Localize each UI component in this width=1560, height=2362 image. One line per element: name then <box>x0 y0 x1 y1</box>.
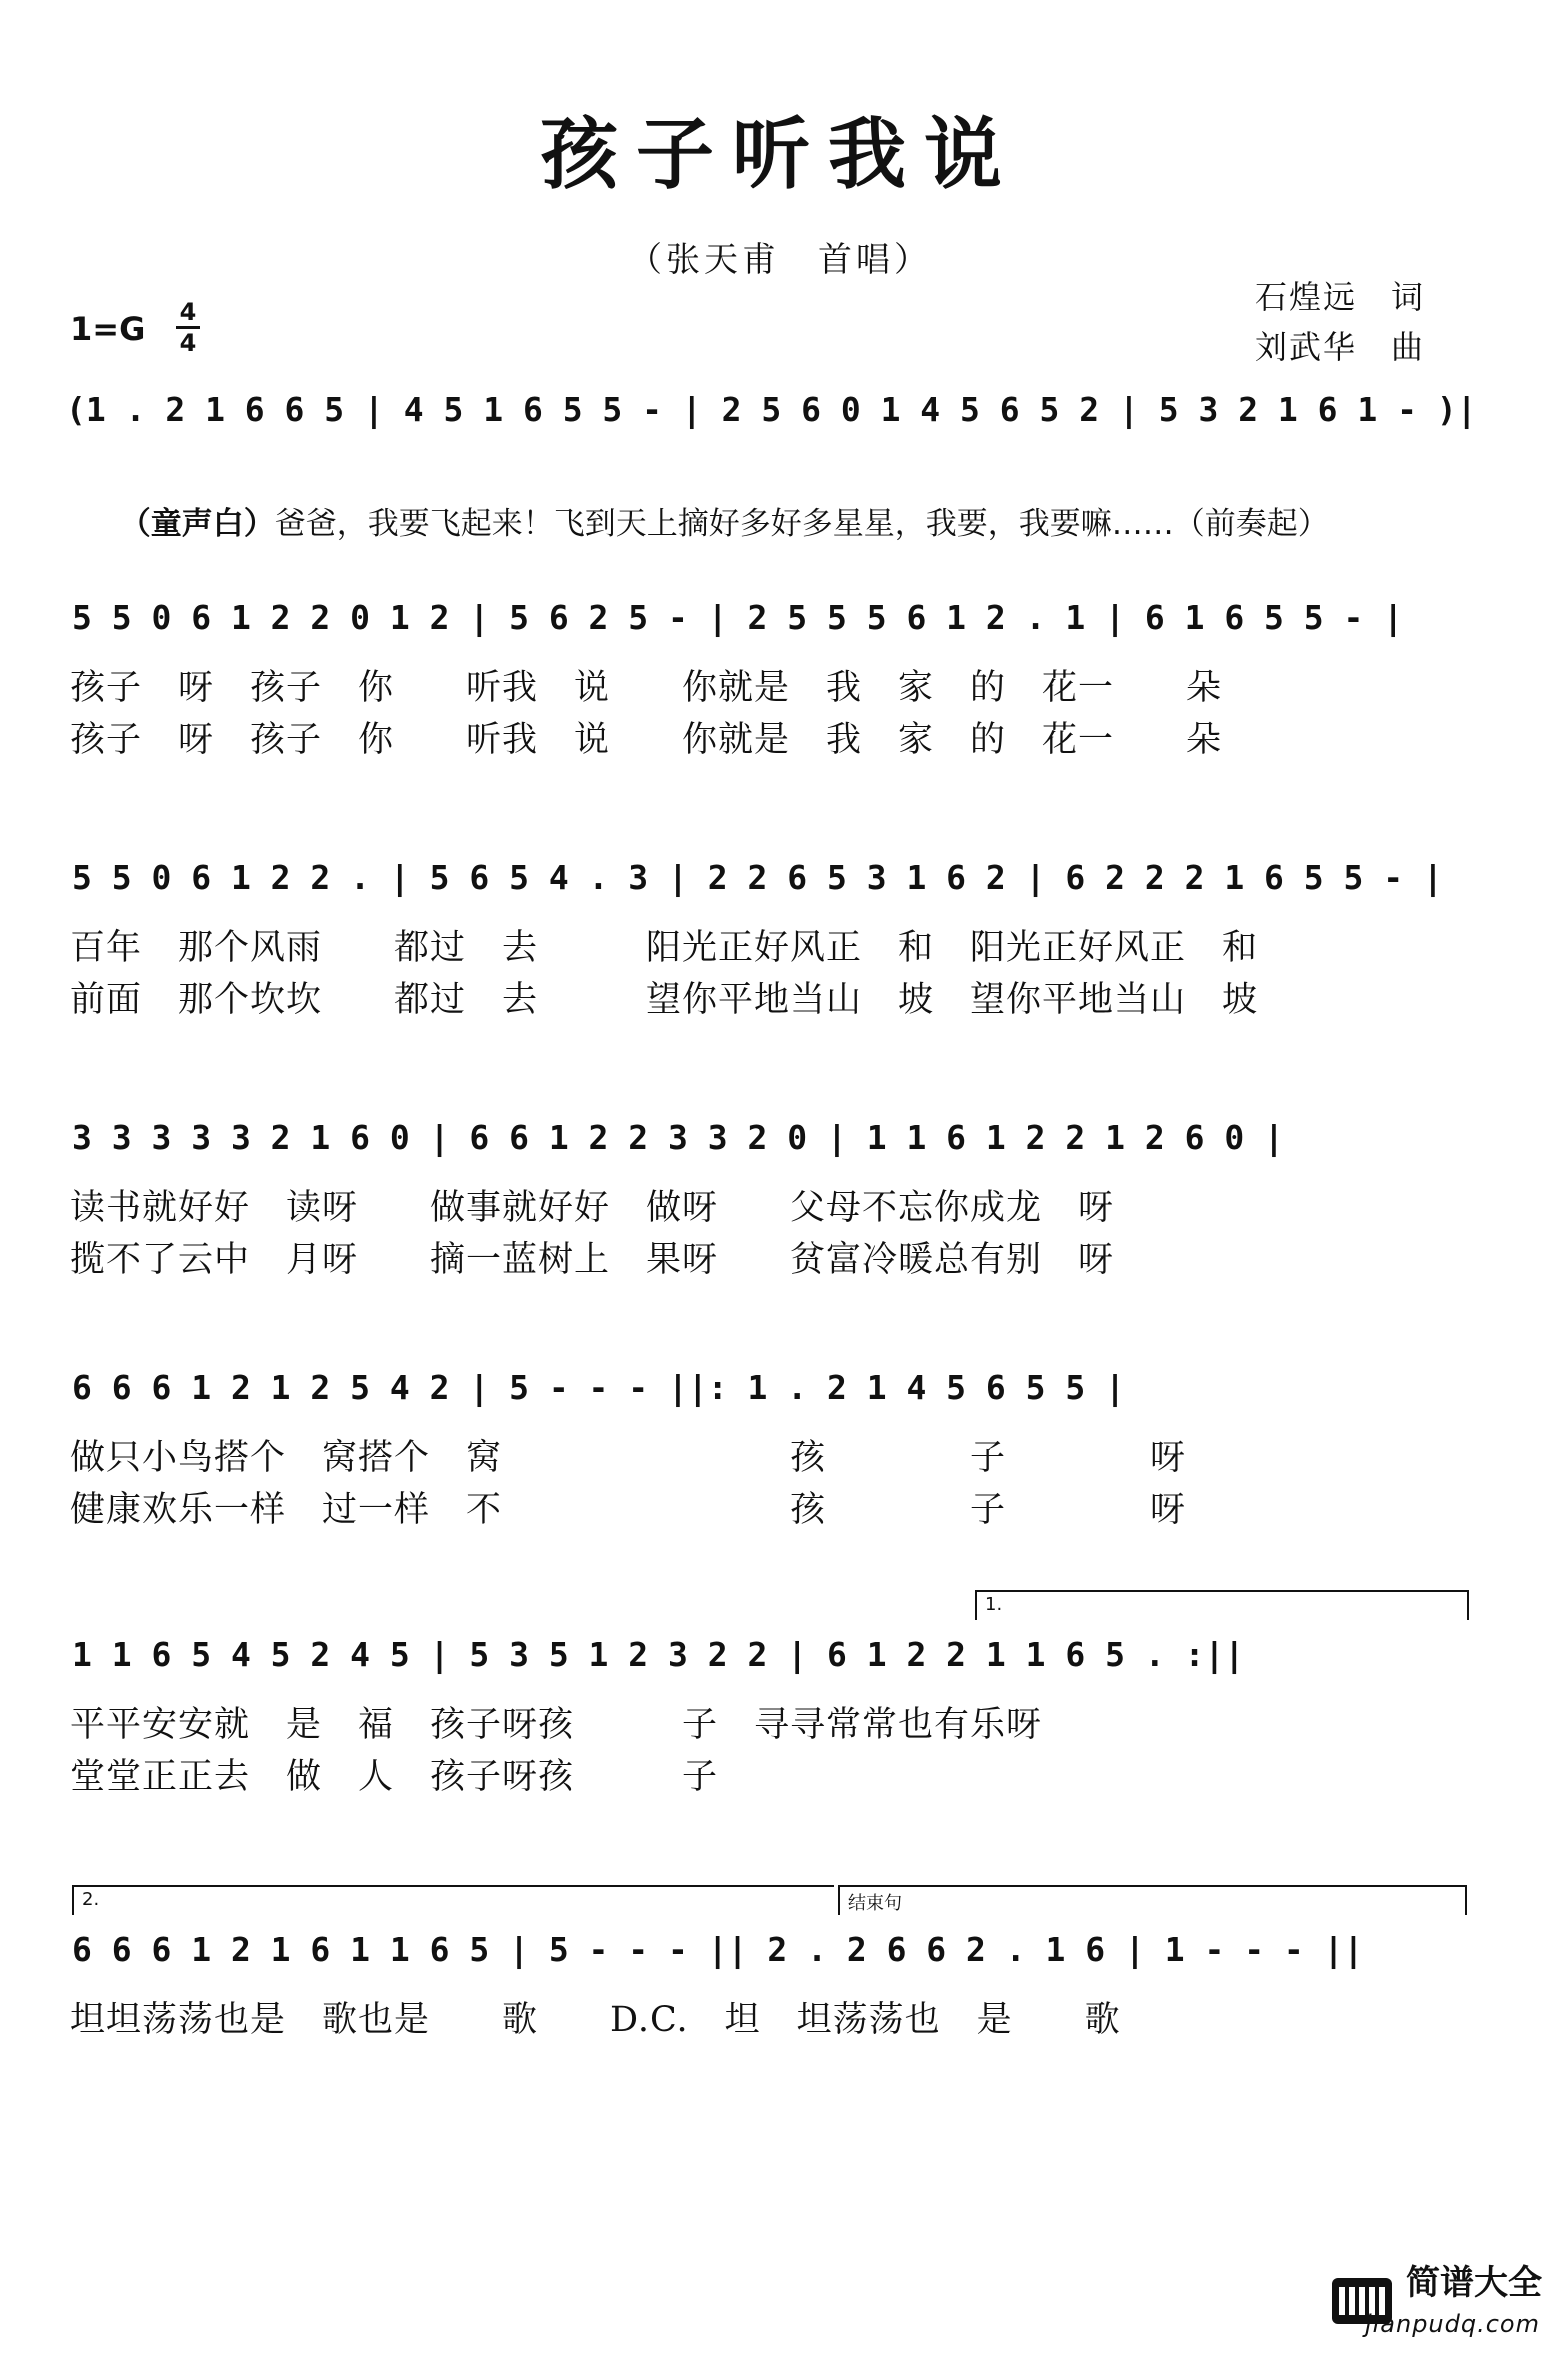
system-4-notes: 3 3 3 3 3 2 1 6 0 | 6 6 1 2 2 3 3 2 0 | 1 1 6 1 2 2 1 2 6 0 | <box>72 1118 1284 1157</box>
time-signature-top: 4 <box>179 298 197 326</box>
song-title: 孩子听我说 <box>539 110 1020 200</box>
key-signature: 1=G <box>70 310 146 348</box>
watermark-url: jianpudq.com <box>1364 2310 1540 2338</box>
system-6-lyrics-verse-1: 平平安安就 是 福 孩子呀孩 子 寻寻常常也有乐呀 <box>70 1705 1043 1745</box>
composer-credit: 刘武华 曲 <box>1255 328 1426 366</box>
spoken-intro-text: 爸爸，我要飞起来！飞到天上摘好多好多星星，我要，我要嘛……（前奏起） <box>274 506 1329 542</box>
watermark-title: 简谱大全 <box>1406 2263 1542 2303</box>
system-5-lyrics-verse-1: 做只小鸟搭个 窝搭个 窝 孩 子 呀 <box>70 1438 1187 1478</box>
time-signature-bottom: 4 <box>179 329 197 357</box>
system-5-lyrics-verse-2: 健康欢乐一样 过一样 不 孩 子 呀 <box>70 1490 1187 1530</box>
ending-phrase-label: 结束句 <box>848 1893 902 1914</box>
system-1-notes: (1 . 2 1 6 6 5 | 4 5 1 6 5 5 - | 2 5 6 0 1 4 5 6 5 2 | 5 3 2 1 6 1 - )| <box>66 390 1477 429</box>
system-2-lyrics-verse-1: 孩子 呀 孩子 你 听我 说 你就是 我 家 的 花一 朵 <box>70 668 1223 708</box>
spoken-intro-label: （童声白） <box>119 506 275 542</box>
song-subtitle: （张天甫 首唱） <box>628 240 932 280</box>
volta-first-ending <box>975 1590 1469 1620</box>
system-5-notes: 6 6 6 1 2 1 2 5 4 2 | 5 - - - ||: 1 . 2 1 4 5 6 5 5 | <box>72 1368 1125 1407</box>
system-6-lyrics-verse-2: 堂堂正正去 做 人 孩子呀孩 子 <box>70 1757 719 1797</box>
system-7-lyrics-verse-1: 坦坦荡荡也是 歌也是 歌 D.C. 坦 坦荡荡也 是 歌 <box>70 2000 1121 2040</box>
system-4-lyrics-verse-1: 读书就好好 读呀 做事就好好 做呀 父母不忘你成龙 呀 <box>70 1188 1115 1228</box>
system-3-lyrics-verse-2: 前面 那个坎坎 都过 去 望你平地当山 坡 望你平地当山 坡 <box>70 980 1259 1020</box>
volta-second-ending <box>72 1885 834 1915</box>
system-4-lyrics-verse-2: 揽不了云中 月呀 摘一蓝树上 果呀 贫富冷暖总有别 呀 <box>70 1240 1115 1280</box>
lyricist-credit: 石煌远 词 <box>1255 278 1426 316</box>
time-signature <box>176 300 200 355</box>
ending-phrase-bracket <box>838 1885 1467 1915</box>
volta-first-label: 1. <box>985 1594 1003 1615</box>
system-6-notes: 1 1 6 5 4 5 2 4 5 | 5 3 5 1 2 3 2 2 | 6 1 2 2 1 1 6 5 . :|| <box>72 1635 1245 1674</box>
spoken-intro <box>100 462 1329 543</box>
system-3-notes: 5 5 0 6 1 2 2 . | 5 6 5 4 . 3 | 2 2 6 5 3 1 6 2 | 6 2 2 2 1 6 5 5 - | <box>72 858 1443 897</box>
system-2-lyrics-verse-2: 孩子 呀 孩子 你 听我 说 你就是 我 家 的 花一 朵 <box>70 720 1223 760</box>
system-2-notes: 5 5 0 6 1 2 2 0 1 2 | 5 6 2 5 - | 2 5 5 5 6 1 2 . 1 | 6 1 6 5 5 - | <box>72 598 1404 637</box>
volta-second-label: 2. <box>82 1889 100 1910</box>
system-3-lyrics-verse-1: 百年 那个风雨 都过 去 阳光正好风正 和 阳光正好风正 和 <box>70 928 1259 968</box>
system-7-notes: 6 6 6 1 2 1 6 1 1 6 5 | 5 - - - || 2 . 2 6 6 2 . 1 6 | 1 - - - || <box>72 1930 1364 1969</box>
